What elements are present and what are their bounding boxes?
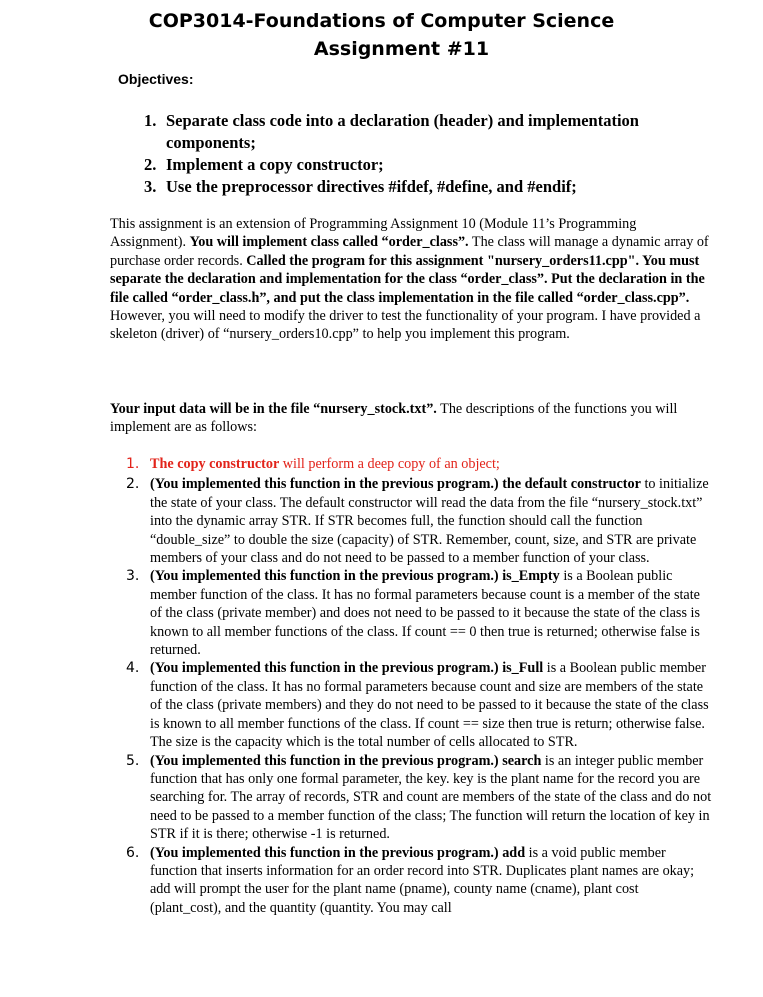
input-data-paragraph [110, 400, 710, 437]
assignment-number: Assignment #11 [313, 38, 490, 60]
function-number: 1. [126, 456, 140, 472]
function-item-search [110, 752, 712, 844]
objective-number: 3. [144, 177, 157, 196]
intro-text: However, you will need to modify the driver to test the functionality of your program. I have provided a skeleton (driver) of “nursery_orders10.cpp” to help you implement this program. [110, 308, 701, 343]
function-lead: (You implemented this function in the previous program.) the default constructor [150, 476, 641, 493]
function-lead: The copy constructor [150, 456, 280, 472]
intro-bold-text: You will implement class called “order_class”. [189, 234, 469, 251]
function-description: is a void public member function that inserts information for an order record into STR. Duplicates plant names are okay; add will prompt the user for the plant name (pname), county name (cname), plant cost (plant_cost), and the quantity (quantity. You may call [150, 844, 695, 916]
function-description: is a Boolean public member function of the class. It has no formal parameters because count and size are members of the state of the class (private members) and they do not need to be passed to it because the state of the class is known to all member functions of the class. If count == size then true is return; otherwise false. The size is the capacity which is the total number of cells allocated to STR. [150, 660, 709, 751]
intro-bold-text: Called the program for this assignment "nursery_orders11.cpp". You must separate the declaration and implementation for the class “order_class”. Put the declaration in the file called “order_class.h”, and put the class implementation in the file called “order_class.cpp”. [110, 252, 705, 306]
objective-number: 2. [144, 155, 157, 174]
function-item-is-full [110, 659, 712, 751]
intro-text: This assignment is an extension of Programming Assignment 10 (Module 11’s Programming Assignment). [110, 216, 637, 251]
function-item-default-constructor [110, 475, 712, 567]
function-description: will perform a deep copy of an object; [279, 456, 500, 472]
function-description: is a Boolean public member function of the class. It has no formal parameters because count is a member of the state of the class (private member) and does not need to be passed to it because the state of the class is known to all member functions of the class. If count == 0 then true is returned; otherwise false is returned. [150, 568, 700, 659]
function-number: 2. [126, 476, 140, 493]
function-item-copy-constructor [110, 455, 712, 473]
function-lead: (You implemented this function in the previous program.) is_Empty [150, 568, 560, 585]
intro-text: The class will manage a dynamic array of purchase order records. [110, 234, 709, 269]
input-description-text: The descriptions of the functions you will implement are as follows: [110, 401, 678, 436]
function-number: 3. [126, 568, 140, 585]
function-lead: (You implemented this function in the previous program.) add [150, 844, 526, 861]
function-list [110, 455, 712, 917]
objective-item [112, 154, 712, 176]
function-lead: (You implemented this function in the previous program.) search [150, 752, 542, 769]
objective-text: Separate class code into a declaration (header) and implementation components; [166, 111, 639, 152]
function-description: is an integer public member function that has only one formal parameter, the key. key is the plant name for the record you are searching for. The array of records, STR and count are members of the state of the class and do not need to be passed to a member function of the class; The function will return the location of key in STR if it is there; otherwise -1 is returned. [150, 752, 712, 843]
objective-text: Use the preprocessor directives #ifdef, #define, and #endif; [166, 177, 577, 196]
document-title: COP3014-Foundations of Computer Science [148, 10, 615, 32]
input-file-text: Your input data will be in the file “nursery_stock.txt”. [110, 401, 437, 417]
objective-item [112, 110, 712, 154]
objectives-list [112, 110, 712, 198]
function-number: 5. [126, 752, 140, 769]
function-item-add [110, 844, 712, 918]
intro-paragraph [110, 215, 710, 344]
function-number: 4. [126, 660, 140, 677]
function-number: 6. [126, 844, 140, 861]
function-lead: (You implemented this function in the previous program.) is_Full [150, 660, 544, 677]
function-item-is-empty [110, 567, 712, 659]
function-description: to initialize the state of your class. The default constructor will read the data from the file “nursery_stock.txt” into the dynamic array STR. If STR becomes full, the function should call the function “double_size” to double the size (capacity) of STR. Remember, count, size, and STR are private members of your class and do not need to be passed to a member function of your class. [150, 476, 709, 567]
objectives-label: Objectives: [118, 71, 194, 87]
objective-number: 1. [144, 111, 157, 130]
objective-item [112, 176, 712, 198]
objective-text: Implement a copy constructor; [166, 155, 384, 174]
